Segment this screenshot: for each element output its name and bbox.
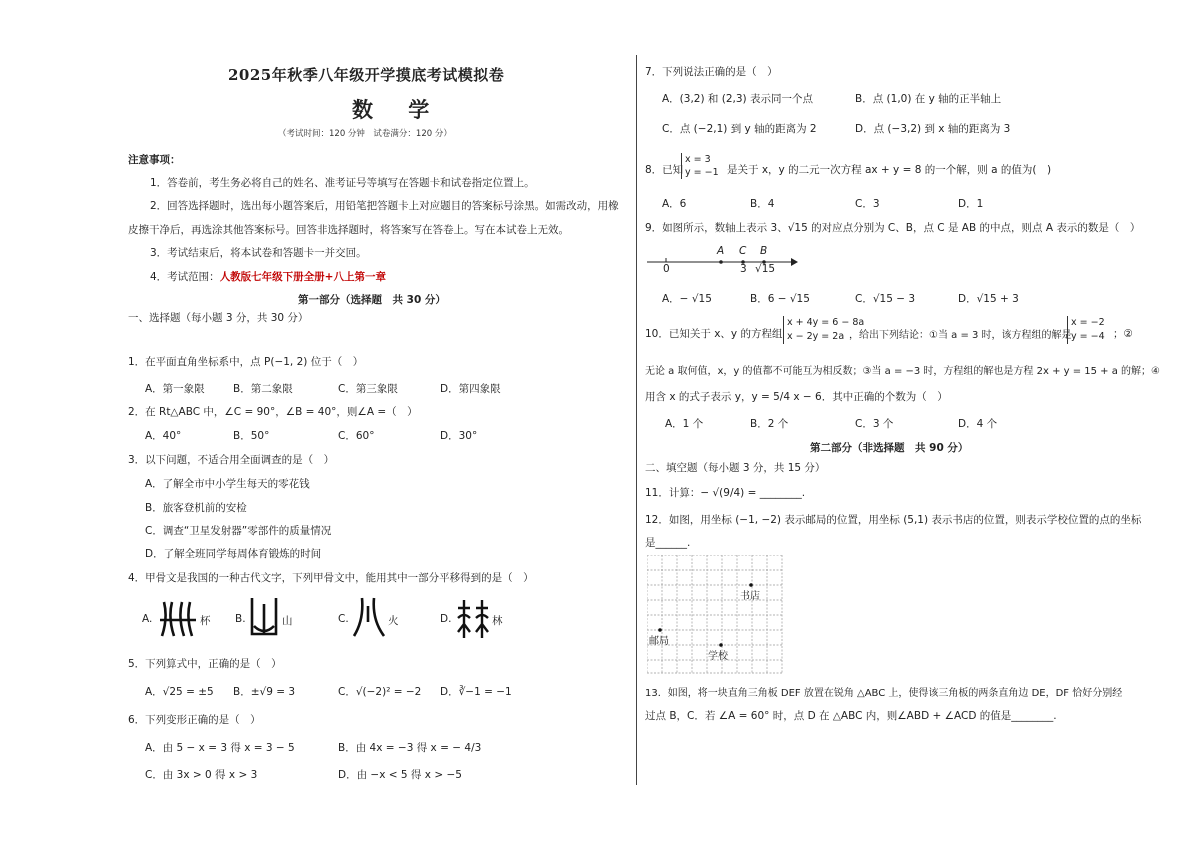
q1-option-c[interactable]: C．第三象限 [338, 383, 398, 395]
q12-label-bookstore: 书店 [740, 591, 760, 602]
q10-result [1067, 316, 1105, 344]
q3-option-b[interactable]: B．旅客登机前的安检 [145, 502, 247, 514]
q7-option-b[interactable]: B．点 (1,0) 在 y 轴的正半轴上 [855, 93, 1002, 105]
q3-option-a[interactable]: A．了解全市中小学生每天的零花钱 [145, 478, 310, 490]
q10-mid: ，给出下列结论：①当 a = 3 时，该方程组的解是 [849, 330, 1072, 341]
part1-heading: 第一部分（选择题 共 30 分） [298, 294, 446, 306]
note-2a: 2．回答选择题时，选出每小题答案后，用铅笔把答题卡上对应题目的答案标号涂黑。如需改动，用橡 [150, 200, 619, 212]
number-line-point-a [719, 260, 723, 264]
exam-title: 2025年秋季八年级开学摸底考试模拟卷 [228, 66, 505, 84]
q6-option-d[interactable]: D．由 −x < 5 得 x > −5 [338, 769, 462, 781]
q9-tick-3: 3 [740, 263, 747, 275]
q5-option-b[interactable]: B．±√9 = 3 [233, 686, 296, 698]
q9-option-a[interactable]: A．− √15 [662, 293, 712, 305]
q7-option-c[interactable]: C．点 (−2,1) 到 y 轴的距离为 2 [662, 123, 817, 135]
q8-stem-post: 是关于 x，y 的二元一次方程 ax + y = 8 的一个解，则 a 的值为( ) [727, 164, 1052, 176]
q8-stem-pre: 8．已知 [645, 164, 684, 176]
q9-stem: 9．如图所示，数轴上表示 3、√15 的对应点分别为 C、B，点 C 是 AB 的中点，则点 A 表示的数是（ ） [645, 222, 1141, 234]
q2-option-a[interactable]: A．40° [145, 430, 182, 442]
q8-system-line1: x = 3 [685, 154, 711, 165]
q9-option-c[interactable]: C．√15 − 3 [855, 293, 916, 305]
oracle-bone-forest-icon [456, 598, 492, 640]
q9-option-d[interactable]: D．√15 + 3 [958, 293, 1019, 305]
note-1: 1．答卷前，考生务必将自己的姓名、准考证号等填写在答题卡和试卷指定位置上。 [150, 177, 535, 189]
q12-line1: 12．如图，用坐标 (−1, −2) 表示邮局的位置，用坐标 (5,1) 表示书店的位置，则表示学校位置的点的坐标 [645, 514, 1142, 526]
section-fill-blank: 二、填空题（每小题 3 分，共 15 分） [645, 462, 826, 474]
q9-tick-sqrt15: √15 [755, 263, 776, 275]
q10-option-b[interactable]: B．2 个 [750, 418, 789, 430]
q2-option-c[interactable]: C．60° [338, 430, 375, 442]
q5-option-d[interactable]: D．∛−1 = −1 [440, 686, 512, 698]
q4-option-d-label: D. [440, 613, 452, 625]
q4-char-d: 林 [492, 615, 503, 627]
q4-option-c-label: C. [338, 613, 349, 625]
q10-result-line2: y = −4 [1071, 331, 1105, 342]
q7-stem: 7．下列说法正确的是（ ） [645, 66, 778, 78]
q10-option-d[interactable]: D．4 个 [958, 418, 998, 430]
exam-scope: 人教版七年级下册全册+八上第一章 [219, 271, 386, 283]
q13-line1: 13．如图，将一块直角三角板 DEF 放置在锐角 △ABC 上，使得该三角板的两条直角边 DE，DF 恰好分别经 [645, 688, 1123, 699]
q11-stem[interactable]: 11．计算：− √(9/4) = ________. [645, 487, 806, 499]
q1-option-a[interactable]: A．第一象限 [145, 383, 205, 395]
q9-option-b[interactable]: B．6 − √15 [750, 293, 810, 305]
q12-label-post-office: 邮局 [649, 636, 669, 647]
q8-system-line2: y = −1 [685, 167, 719, 178]
notes-heading: 注意事项： [128, 154, 181, 166]
q1-option-d[interactable]: D．第四象限 [440, 383, 501, 395]
q6-option-a[interactable]: A．由 5 − x = 3 得 x = 3 − 5 [145, 742, 295, 754]
column-divider [636, 55, 637, 785]
q3-option-c[interactable]: C．调查“卫星发射器”零部件的质量情况 [145, 525, 332, 537]
q12-label-school: 学校 [708, 651, 728, 662]
section-choice: 一、选择题（每小题 3 分，共 30 分） [128, 312, 309, 324]
q4-option-a-label: A. [142, 613, 153, 625]
note-2b: 皮擦干净后，再选涂其他答案标号。回答非选择题时，将答案写在答卷上。写在本试卷上无效。 [128, 224, 569, 236]
q9-label-a: A [717, 245, 725, 257]
q10-option-a[interactable]: A．1 个 [665, 418, 704, 430]
q13-line2[interactable]: 过点 B，C．若 ∠A = 60° 时，点 D 在 △ABC 内，则∠ABD + ∠ACD 的值是________. [645, 710, 1057, 722]
subject-title: 数 学 [352, 97, 444, 122]
q10-result-line1: x = −2 [1071, 317, 1105, 328]
note-4-label: 4．考试范围： [150, 271, 220, 283]
q4-char-b: 山 [282, 615, 293, 627]
q8-option-d[interactable]: D．1 [958, 198, 984, 210]
note-4 [150, 269, 386, 284]
q8-option-c[interactable]: C．3 [855, 198, 880, 210]
q4-char-c: 火 [388, 615, 399, 627]
q4-option-c[interactable] [338, 613, 349, 625]
q1-stem: 1．在平面直角坐标系中，点 P(−1, 2) 位于（ ） [128, 356, 364, 368]
exam-meta: （考试时间：120 分钟 试卷满分：120 分） [278, 129, 452, 139]
q8-option-a[interactable]: A．6 [662, 198, 687, 210]
q12-line2[interactable]: 是______. [645, 537, 691, 549]
q10-end: ；② [1113, 328, 1133, 340]
q4-option-b-label: B. [235, 613, 246, 625]
q8-option-b[interactable]: B．4 [750, 198, 775, 210]
part2-heading: 第二部分（非选择题 共 90 分） [810, 442, 969, 454]
q10-pre: 10．已知关于 x、y 的方程组 [645, 328, 783, 340]
q6-option-b[interactable]: B．由 4x = −3 得 x = − 4/3 [338, 742, 482, 754]
q4-option-a[interactable] [142, 613, 152, 625]
q4-option-b[interactable] [235, 613, 246, 625]
oracle-bone-fire-icon [352, 596, 386, 640]
q5-stem: 5．下列算式中，正确的是（ ） [128, 658, 282, 670]
q9-tick-0: 0 [663, 263, 670, 275]
q10-line3: 用含 x 的式子表示 y，y = 5/4 x − 6．其中正确的个数为（ ） [645, 391, 948, 403]
q4-stem: 4．甲骨文是我国的一种古代文字，下列甲骨文中，能用其中一部分平移得到的是（ ） [128, 572, 534, 584]
q10-system-line2: x − 2y = 2a [787, 331, 845, 342]
q8-system [681, 153, 719, 179]
q9-label-b: B [760, 245, 768, 257]
q9-label-c: C [739, 245, 747, 257]
q1-option-b[interactable]: B．第二象限 [233, 383, 293, 395]
q4-option-d[interactable] [440, 613, 451, 625]
q3-stem: 3．以下问题，不适合用全面调查的是（ ） [128, 454, 335, 466]
oracle-bone-mountain-icon [248, 596, 280, 640]
q2-stem: 2．在 Rt△ABC 中，∠C = 90°，∠B = 40°，则∠A =（ ） [128, 406, 418, 418]
q6-stem: 6．下列变形正确的是（ ） [128, 714, 261, 726]
q10-system-line1: x + 4y = 6 − 8a [787, 317, 865, 328]
q5-option-a[interactable]: A．√25 = ±5 [145, 686, 214, 698]
note-3: 3．考试结束后，将本试卷和答题卡一并交回。 [150, 247, 367, 259]
q10-line2: 无论 a 取何值，x，y 的值都不可能互为相反数；③当 a = −3 时，方程组的解也是方程 2x + y = 15 + a 的解；④ [645, 366, 1161, 377]
q4-char-a: 杯 [200, 615, 211, 627]
q7-option-d[interactable]: D．点 (−3,2) 到 x 轴的距离为 3 [855, 123, 1011, 135]
oracle-bone-cup-icon [158, 598, 198, 640]
q5-option-c[interactable]: C．√(−2)² = −2 [338, 686, 422, 698]
q6-option-c[interactable]: C．由 3x > 0 得 x > 3 [145, 769, 258, 781]
q10-option-c[interactable]: C．3 个 [855, 418, 894, 430]
number-line-arrow [791, 258, 798, 266]
q2-option-b[interactable]: B．50° [233, 430, 270, 442]
q3-option-d[interactable]: D．了解全班同学每周体育锻炼的时间 [145, 548, 322, 560]
q2-option-d[interactable]: D．30° [440, 430, 478, 442]
q7-option-a[interactable]: A．(3,2) 和 (2,3) 表示同一个点 [662, 93, 813, 105]
